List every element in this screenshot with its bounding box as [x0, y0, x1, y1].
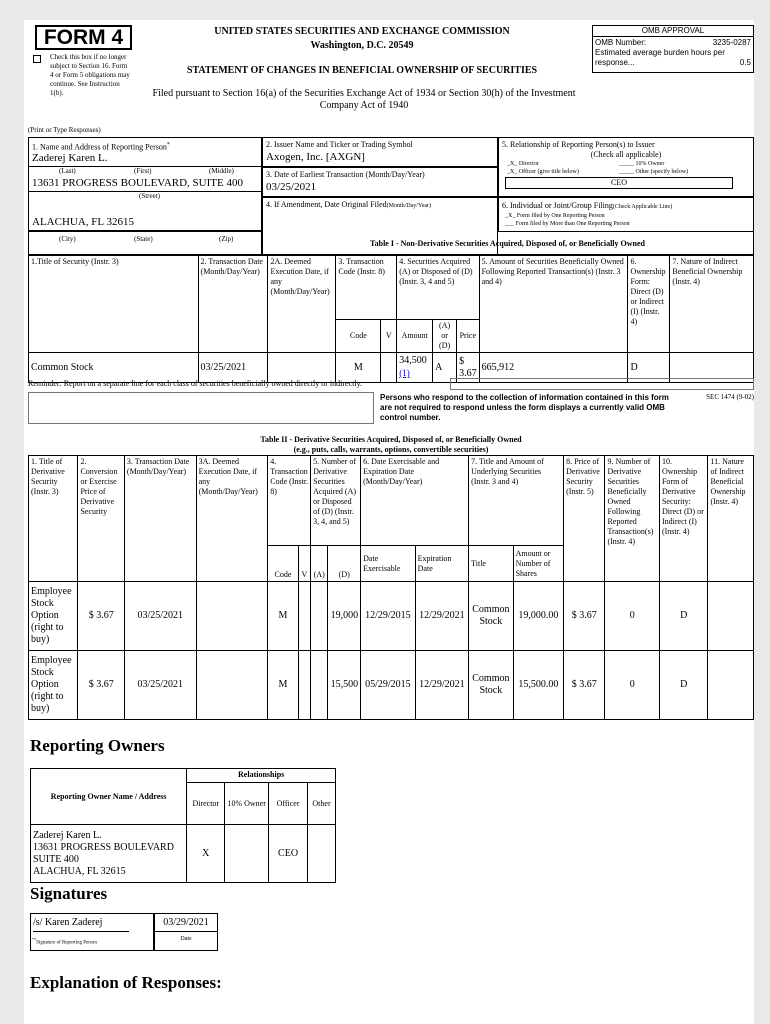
owner-other — [308, 825, 336, 883]
no-longer-subject-checkbox[interactable] — [33, 55, 41, 63]
t2-r1-title: Employee Stock Option (right to buy) — [29, 651, 78, 720]
t2-r1-d: 15,500 — [328, 651, 361, 720]
left-blank-box — [28, 392, 374, 424]
t2-r0-und-amt: 19,000.00 — [513, 582, 563, 651]
middle-label: (Middle) — [209, 167, 234, 175]
t2-r0-price: $ 3.67 — [564, 582, 605, 651]
officer-line: _X_ Officer (give title below) — [507, 169, 579, 175]
t2-h5: 5. Number of Derivative Securities Acquired (A) or Disposed of (D) (Instr. 3, 4, and 5) — [311, 456, 361, 546]
owner-row — [31, 825, 336, 883]
t1-price: $ 3.67 — [457, 353, 480, 383]
box6-label: 6. Individual or Joint/Group Filing — [502, 201, 613, 210]
box1-city-row — [28, 231, 262, 255]
reporting-person-name: Zaderej Karen L. — [32, 152, 108, 164]
t2-r1-a — [311, 651, 328, 720]
street-value: 13631 PROGRESS BOULEVARD, SUITE 400 — [32, 177, 243, 189]
t2-r1-nature — [708, 651, 754, 720]
t2-r1-conv: $ 3.67 — [78, 651, 124, 720]
footnote-1-link[interactable]: (1) — [399, 368, 410, 378]
t2-r0-date: 03/25/2021 — [124, 582, 196, 651]
issuer-value: Axogen, Inc. [AXGN] — [266, 151, 365, 163]
officer-title: CEO — [505, 177, 733, 189]
owner-line: SUITE 400 — [33, 853, 79, 865]
reminder-blank-box — [450, 378, 754, 390]
t1-h4: 4. Securities Acquired (A) or Disposed of (D) (Instr. 3, 4 and 5) — [397, 256, 479, 320]
t2-h7: 7. Title and Amount of Underlying Securities (Instr. 3 and 4) — [469, 456, 564, 546]
officer-header: Officer — [269, 783, 308, 825]
t2-r1-form: D — [659, 651, 707, 720]
owner-line: 13631 PROGRESS BOULEVARD — [33, 841, 174, 853]
date-box — [154, 913, 218, 951]
ten-pct-header: 10% Owner — [225, 783, 269, 825]
t2-v-hdr: V — [298, 546, 311, 582]
other-line: _____ Other (specify below) — [619, 169, 689, 175]
director-line: _X_ Director — [507, 161, 539, 167]
director-header: Director — [187, 783, 225, 825]
t2-h9: 9. Number of Derivative Securities Beneficially Owned Following Reported Transaction(s) (Instr. 4) — [605, 456, 660, 582]
t1-aord-hdr: (A) or (D) — [433, 320, 457, 353]
street-label: (Street) — [139, 192, 160, 200]
t1-amount-hdr: Amount — [397, 320, 433, 353]
first-label: (First) — [134, 167, 152, 175]
t2-r0-v — [298, 582, 311, 651]
t2-r1-price: $ 3.67 — [564, 651, 605, 720]
state-label: (State) — [134, 235, 153, 243]
t2-exp-hdr: Expiration Date — [415, 546, 469, 582]
t1-date: 03/25/2021 — [198, 353, 268, 383]
t1-h3: 3. Transaction Code (Instr. 8) — [336, 256, 397, 320]
t1-h6: 6. Ownership Form: Direct (D) or Indirect (I) (Instr. 4) — [628, 256, 670, 353]
omb-title: OMB APPROVAL — [593, 26, 753, 37]
box1-star: * — [166, 142, 170, 148]
t1-owned: 665,912 — [479, 353, 628, 383]
persons-notice: Persons who respond to the collection of information contained in this form are not required to respond unless the form displays a currently valid OMB control number. — [380, 393, 669, 422]
t2-r0-und-title: Common Stock — [469, 582, 513, 651]
checkbox-label: Check this box if no longer subject to Section 16. Form 4 or Form 5 obligations may continue. See Instruction 1(b). — [50, 53, 130, 97]
t2-r0-form: D — [659, 582, 707, 651]
t1-amount-cell — [397, 353, 433, 383]
form-title-box — [35, 25, 132, 50]
box-6-filing — [498, 197, 754, 232]
t2-r1-v — [298, 651, 311, 720]
box1-label: 1. Name and Address of Reporting Person — [32, 142, 167, 152]
explanation-heading: Explanation of Responses: — [30, 973, 222, 992]
box4-label: 4. If Amendment, Date Original Filed — [266, 200, 387, 209]
t2-r1-deemed — [196, 651, 268, 720]
box6-line1: _X_ Form filed by One Reporting Person — [505, 213, 605, 219]
other-header: Other — [308, 783, 336, 825]
t1-price-hdr: Price — [457, 320, 480, 353]
statement-title: STATEMENT OF CHANGES IN BENEFICIAL OWNERSHIP OF SECURITIES — [186, 65, 538, 76]
city-label: (City) — [59, 235, 76, 243]
signature-value: /s/ Karen Zaderej — [33, 917, 129, 932]
form-page — [24, 20, 754, 1024]
t2-h6: 6. Date Exercisable and Expiration Date (Month/Day/Year) — [361, 456, 469, 546]
box-1-reporting-person — [28, 137, 262, 231]
t1-amount: 34,500 — [399, 355, 427, 366]
owner-name-header: Reporting Owner Name / Address — [31, 769, 187, 825]
zip-label: (Zip) — [219, 235, 234, 243]
sec-code: SEC 1474 (9-02) — [706, 393, 754, 401]
t1-aord: A — [433, 353, 457, 383]
last-label: (Last) — [59, 167, 76, 175]
earliest-date-value: 03/25/2021 — [266, 181, 317, 193]
table2-title: Table II - Derivative Securities Acquired, Disposed of, or Beneficially Owned — [260, 435, 522, 444]
t2-r1-ex: 05/29/2015 — [361, 651, 416, 720]
omb-burden: 0.5 — [739, 58, 751, 67]
table-2-row — [29, 651, 754, 720]
t2-r0-title: Employee Stock Option (right to buy) — [29, 582, 78, 651]
signature-label: Signature of Reporting Person — [36, 940, 97, 946]
t2-r0-conv: $ 3.67 — [78, 582, 124, 651]
t1-title: Common Stock — [29, 353, 199, 383]
t2-r0-nature — [708, 582, 754, 651]
date-label: Date — [180, 936, 192, 942]
omb-burden-label: Estimated average burden hours per response... — [595, 48, 725, 67]
box6-line2: ___ Form filed by More than One Reporting Person — [505, 221, 630, 227]
box6-sublabel: (Check Applicable Line) — [612, 204, 673, 210]
ten-pct-line: _____ 10% Owner — [619, 161, 665, 167]
reminder-text: Reminder: Report on a separate line for each class of securities beneficially owned directly or indirectly. — [28, 379, 363, 388]
t2-r0-a — [311, 582, 328, 651]
t2-date-ex-hdr: Date Exercisable — [361, 546, 416, 582]
omb-approval-box — [592, 25, 754, 73]
t2-h11: 11. Nature of Indirect Beneficial Ownership (Instr. 4) — [708, 456, 754, 582]
t1-v — [381, 353, 397, 383]
t2-r1-code: M — [268, 651, 298, 720]
sig-star: ** — [32, 937, 37, 942]
t1-h7: 7. Nature of Indirect Beneficial Ownership (Instr. 4) — [670, 256, 754, 353]
t2-h1: 1. Title of Derivative Security (Instr. 3) — [29, 456, 78, 582]
print-type: (Print or Type Responses) — [28, 126, 101, 134]
agency-city: Washington, D.C. 20549 — [310, 40, 414, 51]
t2-h3a: 3A. Deemed Execution Date, if any (Month/Day/Year) — [196, 456, 268, 582]
t2-h8: 8. Price of Derivative Security (Instr. 5) — [564, 456, 605, 582]
table-1-non-derivative — [28, 255, 754, 383]
t2-amt-hdr: Amount or Number of Shares — [513, 546, 563, 582]
t2-r1-und-amt: 15,500.00 — [513, 651, 563, 720]
t1-h2: 2. Transaction Date (Month/Day/Year) — [198, 256, 268, 353]
form-title: FORM 4 — [43, 26, 124, 49]
t1-form: D — [628, 353, 670, 383]
t2-r1-und-title: Common Stock — [469, 651, 513, 720]
box3-label: 3. Date of Earliest Transaction (Month/Day/Year) — [266, 170, 425, 179]
box4-sublabel: (Month/Day/Year) — [386, 203, 432, 209]
t1-v-hdr: V — [381, 320, 397, 353]
t2-h2: 2. Conversion or Exercise Price of Derivative Security — [78, 456, 124, 582]
table-2-derivative — [28, 455, 754, 720]
t2-r1-date: 03/25/2021 — [124, 651, 196, 720]
filed-pursuant: Filed pursuant to Section 16(a) of the Securities Exchange Act of 1934 or Section 30(h) of the Investment Company Act of 1940 — [152, 88, 576, 111]
agency-name: UNITED STATES SECURITIES AND EXCHANGE COMMISSION — [214, 26, 510, 37]
t2-r0-deemed — [196, 582, 268, 651]
box5-label: 5. Relationship of Reporting Person(s) to Issuer — [502, 140, 655, 149]
t1-deemed — [268, 353, 336, 383]
t2-r0-exp: 12/29/2021 — [415, 582, 469, 651]
t2-r1-exp: 12/29/2021 — [415, 651, 469, 720]
owner-name-address — [31, 825, 187, 883]
reporting-owners-table — [30, 768, 336, 883]
owner-director: X — [187, 825, 225, 883]
t2-d-hdr: (D) — [328, 546, 361, 582]
omb-number: 3235-0287 — [712, 38, 751, 47]
table2-subtitle: (e.g., puts, calls, warrants, options, convertible securities) — [293, 445, 489, 454]
t2-h10: 10. Ownership Form of Derivative Security: Direct (D) or Indirect (I) (Instr. 4) — [659, 456, 707, 582]
box2-label: 2. Issuer Name and Ticker or Trading Symbol — [266, 140, 413, 149]
owner-line: Zaderej Karen L. — [33, 829, 102, 841]
t2-r0-d: 19,000 — [328, 582, 361, 651]
t1-h2a: 2A. Deemed Execution Date, if any (Month/Day/Year) — [268, 256, 336, 353]
box-2-issuer — [262, 137, 498, 167]
t2-h4: 4. Transaction Code (Instr. 8) — [268, 456, 311, 546]
signatures-heading: Signatures — [30, 884, 108, 903]
t2-code-hdr: Code — [268, 546, 298, 582]
t2-r1-num: 0 — [605, 651, 660, 720]
t1-h5: 5. Amount of Securities Beneficially Owned Following Reported Transaction(s) (Instr. 3 and 4) — [479, 256, 628, 353]
t1-h1: 1.Title of Security (Instr. 3) — [29, 256, 199, 353]
t2-a-hdr: (A) — [311, 546, 328, 582]
t2-r0-ex: 12/29/2015 — [361, 582, 416, 651]
table1-title: Table I - Non-Derivative Securities Acquired, Disposed of, or Beneficially Owned — [262, 232, 754, 255]
owner-ten — [225, 825, 269, 883]
signature-date: 03/29/2021 — [155, 917, 217, 932]
t1-code: M — [336, 353, 381, 383]
t2-title-hdr: Title — [469, 546, 513, 582]
owner-officer: CEO — [269, 825, 308, 883]
t2-h3: 3. Transaction Date (Month/Day/Year) — [124, 456, 196, 582]
signature-box — [30, 913, 154, 951]
reporting-owners-heading: Reporting Owners — [30, 736, 165, 755]
box5-sublabel: (Check all applicable) — [590, 150, 662, 159]
t1-code-hdr: Code — [336, 320, 381, 353]
t2-r0-code: M — [268, 582, 298, 651]
table-2-row — [29, 582, 754, 651]
t2-r0-num: 0 — [605, 582, 660, 651]
box-3-earliest-date — [262, 167, 498, 197]
city-value: ALACHUA, FL 32615 — [32, 216, 134, 228]
relationships-header: Relationships — [187, 769, 336, 783]
owner-line: ALACHUA, FL 32615 — [33, 865, 126, 877]
box-5-relationship — [498, 137, 754, 197]
omb-number-label: OMB Number: — [595, 38, 647, 47]
